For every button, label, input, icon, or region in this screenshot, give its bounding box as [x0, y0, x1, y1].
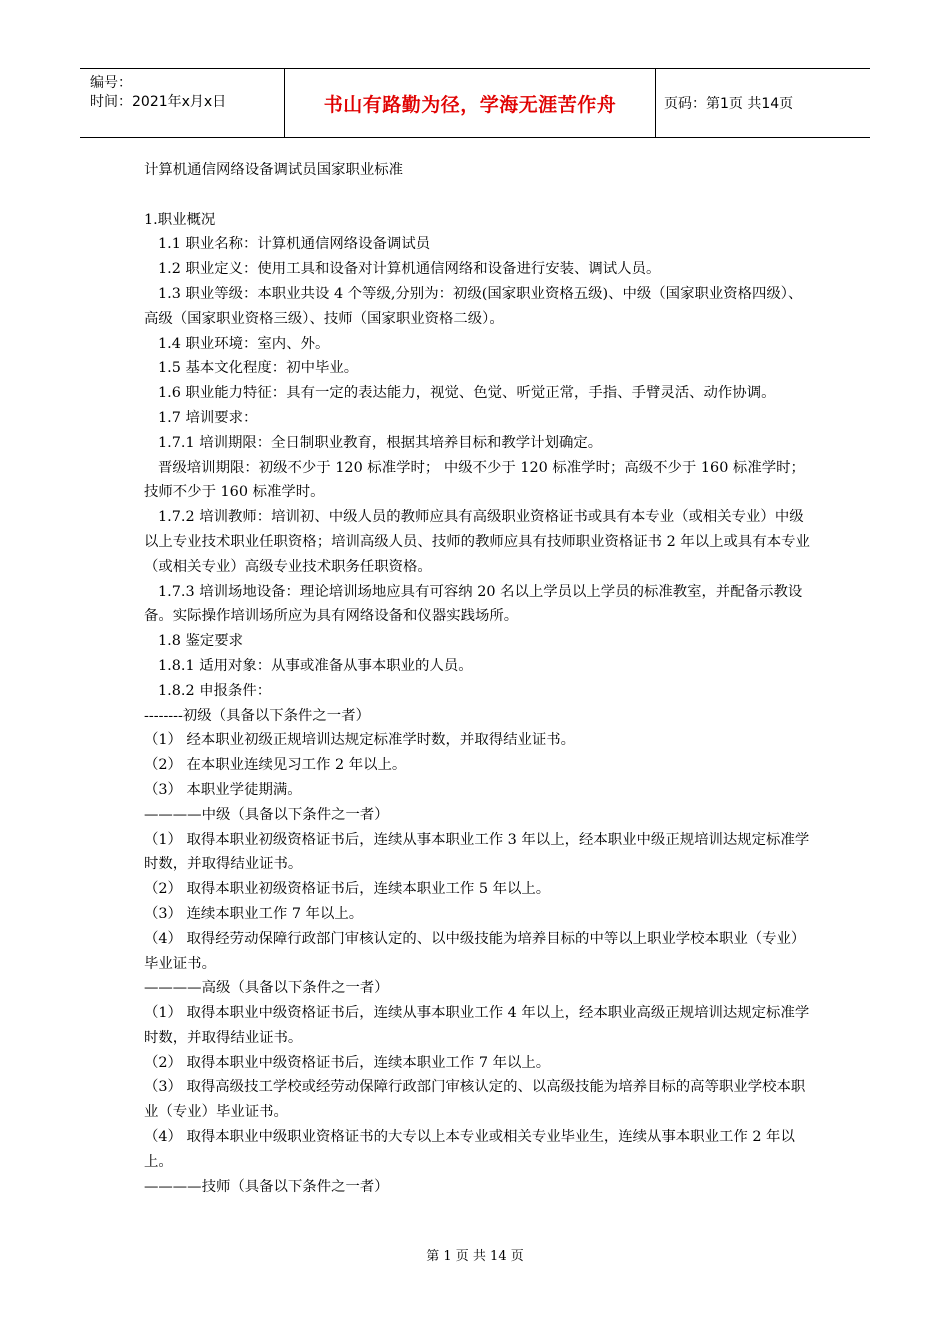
paragraph: （3） 本职业学徒期满。: [144, 781, 302, 798]
paragraph: 1.职业概况: [144, 211, 216, 228]
paragraph: （3） 连续本职业工作 7 年以上。: [144, 905, 364, 922]
paragraph: 晋级培训期限：初级不少于 120 标准学时； 中级不少于 120 标准学时；高级不少于 160 标准学时；技师不少于 160 标准学时。: [144, 459, 805, 501]
page-footer: 第 1 页 共 14 页: [426, 1249, 524, 1264]
paragraph: 1.2 职业定义：使用工具和设备对计算机通信网络和设备进行安装、调试人员。: [158, 261, 661, 278]
header-meta-cell: [80, 69, 284, 137]
paragraph: （2） 在本职业连续见习工作 2 年以上。: [144, 757, 407, 774]
paragraph: 1.7.3 培训场地设备：理论培训场地应具有可容纳 20 名以上学员以上学员的标准教室，并配备示教设备。实际操作培训场所应为具有网络设备和仪器实践场所。: [144, 583, 803, 625]
paragraph: （4） 取得本职业中级职业资格证书的大专以上本专业或相关专业毕业生，连续从事本职业工作 2 年以上。: [144, 1129, 795, 1170]
header-page-info: 页码：第1页 共14页: [664, 96, 794, 112]
paragraph: （4） 取得经劳动保障行政部门审核认定的、以中级技能为培养目标的中等以上职业学校本职业（专业）毕业证书。: [144, 930, 806, 972]
paragraph: 1.8.1 适用对象：从事或准备从事本职业的人员。: [158, 657, 473, 674]
paragraph: ————中级（具备以下条件之一者）: [144, 806, 389, 823]
paragraph: （2） 取得本职业初级资格证书后，连续本职业工作 5 年以上。: [144, 881, 551, 898]
document-time-label: 时间：2021年x月x日: [90, 94, 227, 110]
paragraph: （1） 经本职业初级正规培训达规定标准学时数，并取得结业证书。: [144, 732, 576, 749]
paragraph: 1.8 鉴定要求: [158, 633, 244, 650]
paragraph: ————技师（具备以下条件之一者）: [144, 1178, 389, 1195]
paragraph: （1） 取得本职业中级资格证书后，连续从事本职业工作 4 年以上，经本职业高级正规培训达规定标准学时数，并取得结业证书。: [144, 1005, 810, 1046]
paragraph: 1.7.2 培训教师：培训初、中级人员的教师应具有高级职业资格证书或具有本专业（或相关专业）中级以上专业技术职业任职资格；培训高级人员、技师的教师应具有技师职业资格证书 2 年以上或具有本专业（或相关专业）高级专业技术职务任职资格。: [144, 509, 810, 575]
paragraph: 1.7.1 培训期限：全日制职业教育，根据其培养目标和教学计划确定。: [158, 434, 603, 451]
paragraph: 1.6 职业能力特征：具有一定的表达能力，视觉、色觉、听觉正常，手指、手臂灵活、动作协调。: [158, 385, 776, 402]
paragraph: ————高级（具备以下条件之一者）: [144, 980, 389, 997]
paragraph: 1.8.2 申报条件：: [158, 682, 272, 699]
document-title: 计算机通信网络设备调试员国家职业标准: [144, 162, 404, 178]
document-body: [144, 158, 810, 1199]
paragraph: 1.1 职业名称：计算机通信网络设备调试员: [158, 236, 431, 253]
document-number-label: 编号：: [90, 75, 132, 91]
paragraph: （1） 取得本职业初级资格证书后，连续从事本职业工作 3 年以上，经本职业中级正规培训达规定标准学时数，并取得结业证书。: [144, 831, 810, 873]
paragraph: （3） 取得高级技工学校或经劳动保障行政部门审核认定的、以高级技能为培养目标的高等职业学校本职业（专业）毕业证书。: [144, 1079, 806, 1121]
paragraph: 1.5 基本文化程度：初中毕业。: [158, 360, 359, 377]
header-motto-cell: [284, 69, 656, 137]
paragraph: 1.3 职业等级：本职业共设 4 个等级,分别为：初级(国家职业资格五级)、中级（国家职业资格四级）、高级（国家职业资格三级）、技师（国家职业资格二级）。: [144, 285, 803, 327]
paragraph: --------初级（具备以下条件之一者）: [144, 707, 370, 724]
paragraph: 1.4 职业环境：室内、外。: [158, 335, 330, 352]
paragraph: （2） 取得本职业中级资格证书后，连续本职业工作 7 年以上。: [144, 1054, 551, 1071]
header-motto: 书山有路勤为径，学海无涯苦作舟: [323, 93, 617, 116]
paragraph: 1.7 培训要求：: [158, 409, 258, 426]
page-header: [80, 68, 870, 138]
